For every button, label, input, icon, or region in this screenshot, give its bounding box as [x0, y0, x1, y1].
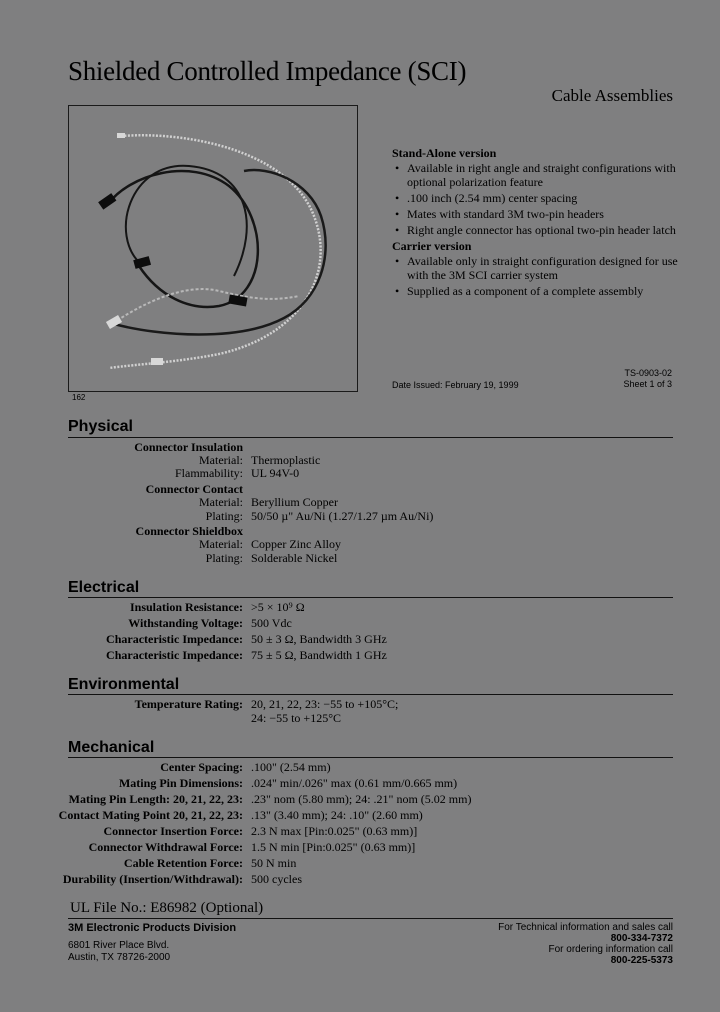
spec-value: 24: −55 to +125°C	[251, 711, 342, 725]
cable-assembly-illustration	[69, 106, 357, 391]
spec-label: Material:	[199, 453, 243, 467]
spec-value: 500 Vdc	[251, 616, 292, 630]
list-item: • .100 inch (2.54 mm) center spacing	[392, 191, 692, 205]
spec-label: Durability (Insertion/Withdrawal):	[62, 872, 243, 886]
contact-heading: Connector Contact	[145, 482, 243, 496]
spec-value: 50/50 µ" Au/Ni (1.27/1.27 µm Au/Ni)	[251, 509, 434, 523]
document-number-block	[623, 368, 672, 390]
spec-label: Center Spacing:	[160, 760, 243, 774]
spec-value: Solderable Nickel	[251, 551, 338, 565]
shieldbox-heading: Connector Shieldbox	[135, 524, 243, 538]
spec-label: Temperature Rating:	[134, 697, 243, 711]
date-issued: Date Issued: February 19, 1999	[392, 380, 519, 390]
spec-value: Thermoplastic	[251, 453, 321, 467]
standalone-heading: Stand-Alone version	[392, 146, 497, 160]
spec-value: 75 ± 5 Ω, Bandwidth 1 GHz	[251, 648, 387, 662]
spec-label: Characteristic Impedance:	[106, 632, 243, 646]
spec-label: Mating Pin Length: 20, 21, 22, 23:	[68, 792, 243, 806]
insulation-heading: Connector Insulation	[134, 440, 243, 454]
spec-value: 500 cycles	[251, 872, 302, 886]
section-divider	[68, 597, 673, 598]
carrier-heading: Carrier version	[392, 239, 472, 253]
list-item: • Right angle connector has optional two-pin header latch	[392, 223, 692, 237]
section-title-electrical: Electrical	[68, 579, 140, 596]
spec-value: .23" nom (5.80 mm); 24: .21" nom (5.02 mm)	[251, 792, 472, 806]
spec-label: Cable Retention Force:	[123, 856, 243, 870]
order-phone: 800-225-5373	[610, 955, 673, 966]
list-item: • Supplied as a component of a complete assembly	[392, 284, 692, 298]
spec-value: Beryllium Copper	[251, 495, 338, 509]
spec-value: Copper Zinc Alloy	[251, 537, 341, 551]
section-title-mechanical: Mechanical	[68, 739, 155, 756]
page-title: Shielded Controlled Impedance (SCI)	[68, 56, 467, 86]
sheet-number: Sheet 1 of 3	[623, 379, 672, 389]
spec-value: 2.3 N max [Pin:0.025" (0.63 mm)]	[251, 824, 418, 838]
spec-label: Withstanding Voltage:	[128, 616, 243, 630]
spec-value: 50 N min	[251, 856, 297, 870]
spec-label: Contact Mating Point 20, 21, 22, 23:	[58, 808, 243, 822]
spec-label: Insulation Resistance:	[129, 600, 243, 614]
section-title-physical: Physical	[68, 418, 133, 435]
section-title-environmental: Environmental	[68, 676, 180, 693]
contact-info	[498, 922, 673, 966]
product-photo	[68, 105, 358, 392]
spec-value: 1.5 N min [Pin:0.025" (0.63 mm)]	[251, 840, 416, 854]
spec-label: Flammability:	[175, 466, 243, 480]
spec-label: Characteristic Impedance:	[106, 648, 243, 662]
company-name: 3M Electronic Products Division	[68, 922, 237, 934]
section-divider	[68, 757, 673, 758]
document-number: TS-0903-02	[624, 368, 672, 378]
standalone-bullets	[392, 161, 692, 237]
spec-value: 50 ± 3 Ω, Bandwidth 3 GHz	[251, 632, 387, 646]
footer-divider	[68, 918, 673, 919]
spec-label: Plating:	[205, 551, 243, 565]
list-item: • Available only in straight configuration designed for use with the 3M SCI carrier system	[392, 254, 692, 282]
spec-label: Connector Withdrawal Force:	[88, 840, 243, 854]
spec-value: .024" min/.026" max (0.61 mm/0.665 mm)	[251, 776, 458, 790]
section-divider	[68, 437, 673, 438]
spec-value: >5 × 10⁹ Ω	[251, 600, 305, 614]
list-item: • Available in right angle and straight configurations with optional polarization feature	[392, 161, 692, 189]
order-info-label: For ordering information call	[548, 944, 673, 955]
list-item: • Mates with standard 3M two-pin headers	[392, 207, 692, 221]
spec-value: 20, 21, 22, 23: −55 to +105°C;	[251, 697, 399, 711]
page-subtitle: Cable Assemblies	[551, 86, 673, 105]
company-address	[68, 922, 236, 964]
spec-label: Mating Pin Dimensions:	[118, 776, 243, 790]
spec-value: .100" (2.54 mm)	[251, 760, 331, 774]
section-divider	[68, 694, 673, 695]
address-line: 6801 River Place Blvd.	[68, 940, 170, 951]
ul-file-number: UL File No.: E86982 (Optional)	[70, 900, 264, 916]
tech-phone: 800-334-7372	[610, 933, 673, 944]
feature-list	[392, 146, 692, 300]
spec-label: Material:	[199, 495, 243, 509]
spec-label: Plating:	[205, 509, 243, 523]
spec-value: UL 94V-0	[251, 466, 300, 480]
tech-info-label: For Technical information and sales call	[498, 922, 673, 933]
carrier-bullets	[392, 254, 692, 298]
spec-label: Material:	[199, 537, 243, 551]
spec-value: .13" (3.40 mm); 24: .10" (2.60 mm)	[251, 808, 423, 822]
spec-label: Connector Insertion Force:	[103, 824, 243, 838]
photo-id-label: 162	[72, 393, 86, 402]
address-line: Austin, TX 78726-2000	[68, 952, 171, 963]
